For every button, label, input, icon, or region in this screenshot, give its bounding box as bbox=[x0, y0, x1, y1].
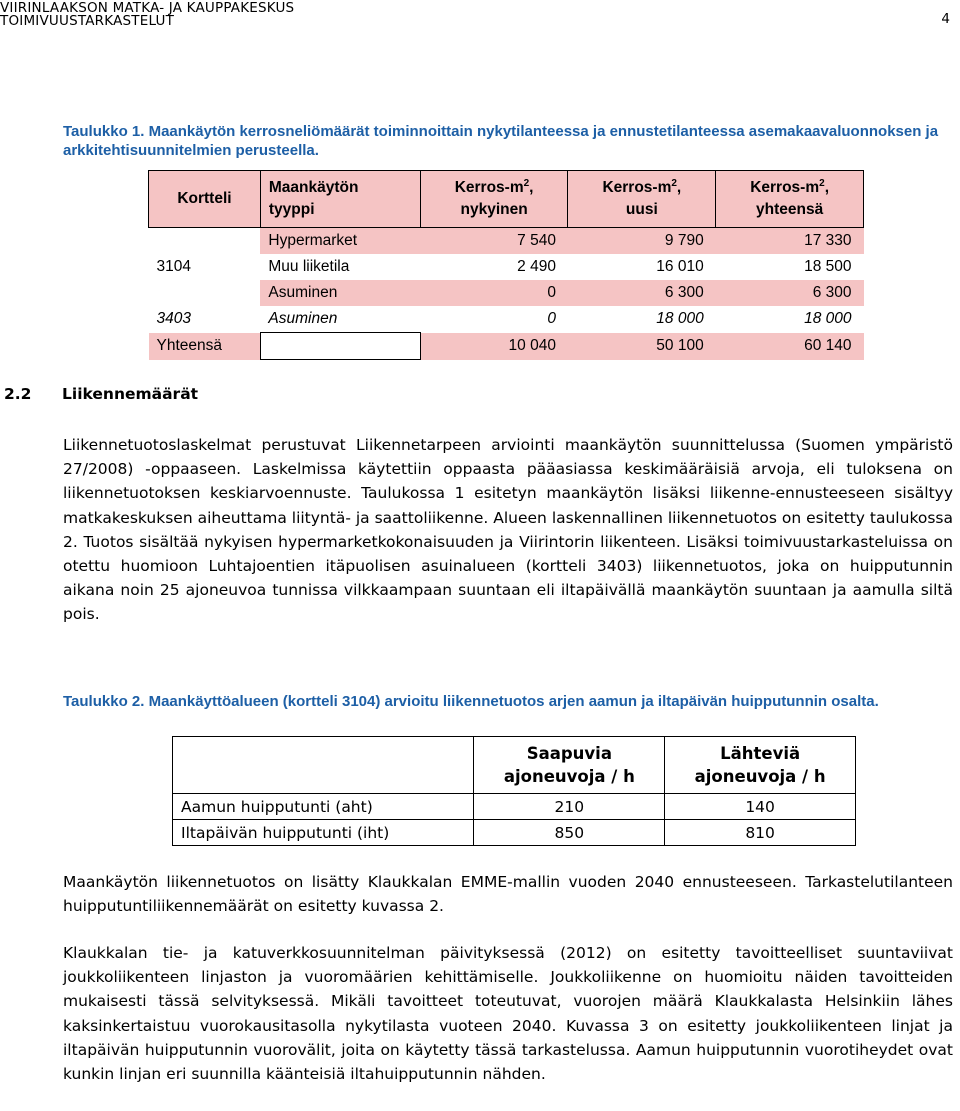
cell-total-nykyinen: 10 040 bbox=[420, 333, 568, 360]
cell-nykyinen: 0 bbox=[547, 310, 556, 328]
page-number: 4 bbox=[941, 11, 950, 27]
cell-yhteensa: 6 300 bbox=[716, 280, 864, 306]
cell-uusi: 9 790 bbox=[568, 228, 716, 255]
cell-saapuvia: 210 bbox=[474, 794, 665, 820]
paragraph-traffic-generation: Liikennetuotoslaskelmat perustuvat Liikennetarpeen arviointi maankäytön suunnittelussa (Suomen ympäristö 27/2008) -oppaaseen. Laskelmissa käytettiin oppaasta pääasiassa keskimääräisiä arvoja, eli tuloksena on liikennetuotoksen keskiarvoennuste. Taulukossa 1 esitetyn maankäytön lisäksi liikenne-ennusteeseen sisältyy matkakeskuksen aiheuttama liityntä- ja saattoliikenne. Alueen laskennallinen liikennetuotos on esitetty taulukossa 2. Tuotos sisältää nykyisen hypermarketkokonaisuuden ja Viirintorin liikenteen. Lisäksi toimivuustarkasteluissa on otettu huomioon Luhtajoentien itäpuolisen asuinalueen (kortteli 3403) liikennetuotos, joka on huipputunnin aikana noin 25 ajoneuvoa tunnissa vilkkaampaan suuntaan eli iltapäivällä maankäytön suuntaan ja aamulla siltä pois. bbox=[63, 436, 953, 624]
section-number: 2.2 bbox=[4, 385, 32, 403]
cell-total-uusi: 50 100 bbox=[568, 333, 716, 360]
cell-yhteensa: 17 330 bbox=[716, 228, 864, 255]
table1-caption bbox=[63, 122, 953, 160]
table1-caption-text: Maankäytön kerrosneliömäärät toiminnoittain nykytilanteessa ja ennustetilanteessa asemakaavaluonnoksen ja arkkitehtisuunnitelmien perusteella. bbox=[63, 123, 939, 159]
table1-caption-label: Taulukko 1. bbox=[63, 123, 145, 140]
table1-total-row bbox=[149, 333, 864, 360]
cell-period: Iltapäivän huipputunti (iht) bbox=[173, 820, 474, 846]
table-row bbox=[173, 820, 856, 846]
table2-caption-label: Taulukko 2. bbox=[63, 693, 145, 710]
table-row bbox=[149, 306, 864, 333]
traffic-table bbox=[172, 736, 856, 846]
cell-tyyppi: Muu liiketila bbox=[268, 258, 350, 275]
cell-yhteensa: 18 500 bbox=[804, 258, 852, 275]
cell-kortteli: 3403 bbox=[156, 310, 191, 328]
section-title: Liikennemäärät bbox=[62, 385, 199, 403]
col-yhteensa: Kerros-$m^2$, yhteensä bbox=[716, 171, 864, 228]
cell-kortteli: 3104 bbox=[156, 258, 191, 275]
col-saapuvia: Saapuvia ajoneuvoja / h bbox=[474, 737, 665, 794]
table2-caption-text: Maankäyttöalueen (kortteli 3104) arvioitu liikennetuotos arjen aamun ja iltapäivän huipputunnin osalta. bbox=[148, 693, 879, 710]
cell-saapuvia: 850 bbox=[474, 820, 665, 846]
table-row bbox=[173, 794, 856, 820]
cell-total-yhteensa: 60 140 bbox=[716, 333, 864, 360]
cell-yhteensa: 18 000 bbox=[804, 310, 852, 328]
paragraph-public-transport: Klaukkalan tie- ja katuverkkosuunnitelman päivityksessä (2012) on esitetty tavoitteelliset suuntaviivat joukkoliikenteen linjaston ja vuoromäärien kehittämiselle. Joukkoliikenne on huomioitu näiden tavoitteiden mukaisesti tässä selvityksessä. Mikäli tavoitteet toteutuvat, vuorojen määrä Klaukkalasta Helsinkiin lähes kaksinkertaistuu vuorokausitasolla nykytilasta vuoteen 2040. Kuvassa 3 on esitetty joukkoliikenteen linjat ja iltapäivän huipputunnin vuorovälit, joita on käytetty tässä tarkastelussa. Aamun huipputunnin vuorotiheydet ovat kunkin linjan eri suunnilla kääntеisiä iltahuipputunnin nähden. bbox=[63, 944, 953, 1084]
cell-period: Aamun huipputunti (aht) bbox=[173, 794, 474, 820]
cell-uusi: 18 000 bbox=[656, 310, 704, 328]
cell-total-empty bbox=[260, 333, 420, 360]
land-use-table bbox=[148, 170, 864, 360]
col-uusi: Kerros-$m^2$, uusi bbox=[568, 171, 716, 228]
col-empty bbox=[173, 737, 474, 794]
table-row bbox=[149, 228, 864, 255]
paragraph-emme-model: Maankäytön liikennetuotos on lisätty Klaukkalan EMME-mallin vuoden 2040 ennusteeseen. Tarkastelutilanteen huipputuntiliikennemäärät on esitetty kuvassa 2. bbox=[63, 873, 953, 916]
cell-nykyinen: 2 490 bbox=[517, 258, 556, 275]
cell-uusi: 6 300 bbox=[568, 280, 716, 306]
cell-uusi: 16 010 bbox=[656, 258, 704, 275]
cell-nykyinen: 7 540 bbox=[420, 228, 568, 255]
col-lahtevia: Lähteviä ajoneuvoja / h bbox=[665, 737, 856, 794]
cell-lahtevia: 810 bbox=[665, 820, 856, 846]
header-line-1: VIIRINLAAKSON MATKA- JA KAUPPAKESKUS bbox=[0, 0, 295, 16]
cell-lahtevia: 140 bbox=[665, 794, 856, 820]
section-heading bbox=[4, 385, 198, 403]
col-tyyppi: Maankäytön tyyppi bbox=[260, 171, 420, 228]
col-nykyinen: Kerros-$m^2$, nykyinen bbox=[420, 171, 568, 228]
table2-header-row bbox=[173, 737, 856, 794]
header-line-2: TOIMIVUUSTARKASTELUT bbox=[0, 13, 175, 29]
cell-tyyppi: Hypermarket bbox=[260, 228, 420, 255]
cell-nykyinen: 0 bbox=[420, 280, 568, 306]
cell-tyyppi: Asuminen bbox=[268, 310, 338, 327]
cell-total-label: Yhteensä bbox=[149, 333, 261, 360]
cell-tyyppi: Asuminen bbox=[260, 280, 420, 306]
table2-caption bbox=[63, 692, 953, 711]
col-kortteli: Kortteli bbox=[149, 171, 261, 228]
table1-header-row bbox=[149, 171, 864, 228]
